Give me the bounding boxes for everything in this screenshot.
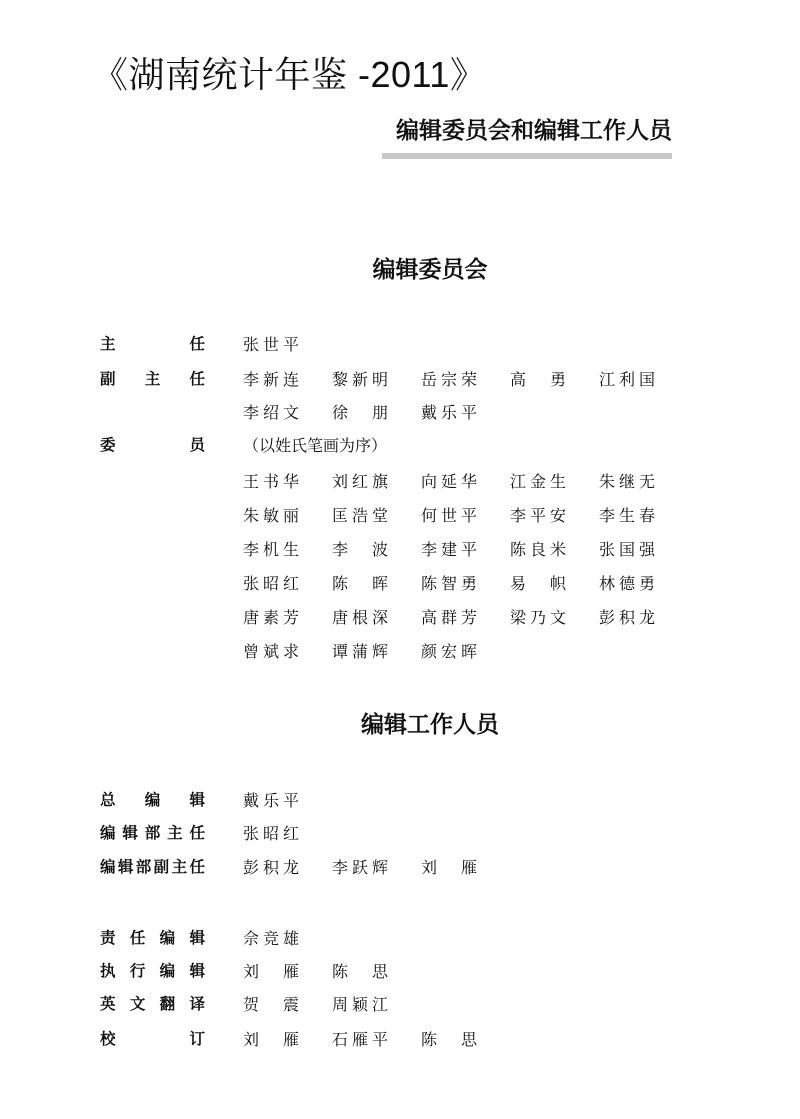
person-name: 陈 思 (332, 961, 388, 981)
person-name: 李 平 安 (510, 505, 566, 525)
person-name: （以姓氏笔画为序） (243, 435, 388, 455)
person-name: 易 帜 (510, 573, 566, 593)
person-name: 唐 根 深 (332, 607, 388, 627)
roster-row (100, 365, 740, 391)
person-name: 李 生 春 (599, 505, 655, 525)
person-name: 张 国 强 (599, 539, 655, 559)
person-name: 唐 素 芳 (243, 607, 299, 627)
person-name: 王 书 华 (243, 471, 299, 491)
roster-row (100, 990, 740, 1016)
roster-row (100, 786, 740, 812)
person-name: 戴 乐 平 (421, 402, 477, 422)
role-label: 责 任 编 辑 (100, 929, 205, 947)
person-name: 张 世 平 (243, 334, 299, 354)
roster-row (100, 637, 740, 663)
person-name: 陈 智 勇 (421, 573, 477, 593)
person-name: 张 昭 红 (243, 823, 299, 843)
person-name: 林 德 勇 (599, 573, 655, 593)
person-name: 徐 朋 (332, 402, 388, 422)
person-name: 李 新 连 (243, 369, 299, 389)
roster-row (100, 1025, 740, 1051)
staff-heading: 编辑工作人员 (361, 711, 499, 738)
role-label: 英 文 翻 译 (100, 995, 205, 1013)
person-name: 刘 雁 (243, 1029, 299, 1049)
person-name: 朱 敏 丽 (243, 505, 299, 525)
roster-row (100, 603, 740, 629)
role-label: 副 主 任 (100, 370, 205, 388)
roster-row (100, 501, 740, 527)
person-name: 高 群 芳 (421, 607, 477, 627)
person-name: 刘 雁 (243, 961, 299, 981)
person-name: 岳 宗 荣 (421, 369, 477, 389)
person-name: 李 机 生 (243, 539, 299, 559)
person-name: 曾 斌 求 (243, 641, 299, 661)
page-title: 《湖南统计年鉴 -2011》 (92, 54, 487, 95)
role-label: 主 任 (100, 335, 205, 353)
person-name: 何 世 平 (421, 505, 477, 525)
person-name: 张 昭 红 (243, 573, 299, 593)
roster-row (100, 819, 740, 845)
person-name: 戴 乐 平 (243, 790, 299, 810)
role-label: 执 行 编 辑 (100, 962, 205, 980)
person-name: 高 勇 (510, 369, 566, 389)
person-name: 陈 良 米 (510, 539, 566, 559)
person-name: 谭 蒲 辉 (332, 641, 388, 661)
subtitle: 编辑委员会和编辑工作人员 (396, 117, 672, 144)
person-name: 朱 继 无 (599, 471, 655, 491)
person-name: 陈 思 (421, 1029, 477, 1049)
roster-row (100, 467, 740, 493)
roster-row (100, 924, 740, 950)
person-name: 彭 积 龙 (599, 607, 655, 627)
person-name: 佘 竞 雄 (243, 928, 299, 948)
person-name: 周 颖 江 (332, 994, 388, 1014)
person-name: 匡 浩 堂 (332, 505, 388, 525)
subtitle-underline (382, 153, 672, 159)
roster-row (100, 431, 740, 457)
person-name: 刘 红 旗 (332, 471, 388, 491)
person-name: 李 绍 文 (243, 402, 299, 422)
person-name: 梁 乃 文 (510, 607, 566, 627)
roster-row (100, 957, 740, 983)
role-label: 校 订 (100, 1030, 205, 1048)
person-name: 彭 积 龙 (243, 857, 299, 877)
roster-row (100, 853, 740, 879)
person-name: 江 利 国 (599, 369, 655, 389)
person-name: 江 金 生 (510, 471, 566, 491)
roster-row (100, 569, 740, 595)
person-name: 石 雁 平 (332, 1029, 388, 1049)
person-name: 向 延 华 (421, 471, 477, 491)
person-name: 黎 新 明 (332, 369, 388, 389)
person-name: 贺 震 (243, 994, 299, 1014)
role-label: 总 编 辑 (100, 791, 205, 809)
role-label: 编 辑 部 副 主 任 (100, 858, 205, 876)
person-name: 陈 晖 (332, 573, 388, 593)
roster-row (100, 330, 740, 356)
role-label: 委 员 (100, 436, 205, 454)
role-label: 编 辑 部 主 任 (100, 824, 205, 842)
person-name: 李 跃 辉 (332, 857, 388, 877)
committee-heading: 编辑委员会 (372, 256, 488, 283)
person-name: 颜 宏 晖 (421, 641, 477, 661)
roster-row (100, 398, 740, 424)
person-name: 李 建 平 (421, 539, 477, 559)
person-name: 刘 雁 (421, 857, 477, 877)
roster-row (100, 535, 740, 561)
person-name: 李 波 (332, 539, 388, 559)
